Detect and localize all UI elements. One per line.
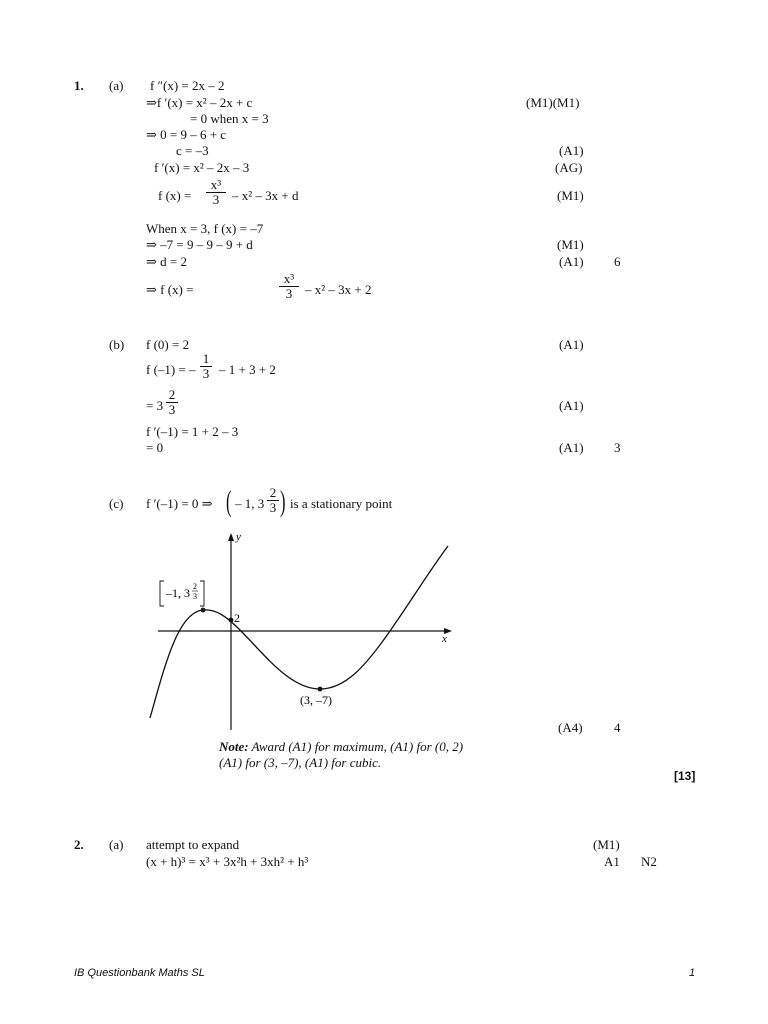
footer-title: IB Questionbank Maths SL bbox=[74, 967, 205, 979]
mark-label: (M1) bbox=[557, 188, 584, 203]
fraction-denominator: 3 bbox=[212, 192, 220, 207]
working-line: ⇒ –7 = 9 – 9 – 9 + d bbox=[146, 237, 253, 252]
question-total: [13] bbox=[674, 769, 696, 783]
mark-label: (A1) bbox=[559, 143, 584, 158]
mark-label: (A1) bbox=[559, 254, 584, 269]
mark-label: (A4) bbox=[558, 720, 583, 735]
working-line: c = –3 bbox=[176, 143, 209, 158]
part-total: 6 bbox=[614, 254, 621, 269]
mark-label: (A1) bbox=[559, 337, 584, 352]
right-paren: ) bbox=[280, 485, 286, 518]
part-label: (c) bbox=[109, 496, 124, 511]
mark-label: (M1) bbox=[557, 237, 584, 252]
working-line: attempt to expand bbox=[146, 837, 240, 852]
y-intercept-point bbox=[229, 618, 234, 623]
point-text: – 1, 3 bbox=[235, 496, 265, 511]
maximum-point bbox=[201, 608, 206, 613]
question-number: 1. bbox=[74, 78, 84, 93]
working-line: f ″(x) = 2x – 2 bbox=[150, 78, 225, 93]
note-heading: Note: bbox=[219, 739, 249, 754]
working-line: ⇒ f (x) = bbox=[146, 282, 194, 297]
part-total: 3 bbox=[614, 440, 621, 455]
fraction-denominator: 3 bbox=[285, 286, 293, 301]
working-line: f ′(x) = x² – 2x – 3 bbox=[154, 160, 250, 175]
fraction-numerator: 2 bbox=[267, 486, 279, 501]
left-paren: ( bbox=[226, 485, 232, 518]
max-label-bracket-right bbox=[200, 581, 204, 606]
minimum-point bbox=[318, 687, 323, 692]
page-number: 1 bbox=[689, 967, 696, 979]
mark-label: (A1) bbox=[559, 398, 584, 413]
working-line: (x + h)³ = x³ + 3x²h + 3xh² + h³ bbox=[146, 854, 309, 869]
fraction-numerator: 1 bbox=[200, 352, 212, 367]
minimum-label: (3, –7) bbox=[300, 693, 332, 707]
working-line: ⇒ d = 2 bbox=[146, 254, 187, 269]
working-line-rest: – x² – 3x + d bbox=[232, 188, 299, 203]
y-axis-label: y bbox=[236, 531, 241, 543]
fraction-numerator: x³ bbox=[206, 178, 226, 193]
question-number: 2. bbox=[74, 837, 84, 852]
note-text: Award (A1) for maximum, (A1) for (0, 2) bbox=[251, 739, 464, 754]
fraction-numerator: x³ bbox=[279, 272, 299, 287]
y-axis-arrow bbox=[228, 533, 234, 541]
working-line-rest: – x² – 3x + 2 bbox=[305, 282, 372, 297]
working-line: ⇒f ′(x) = x² – 2x + c bbox=[146, 95, 253, 110]
mark-label: (M1) bbox=[593, 837, 620, 852]
working-line: = 0 bbox=[146, 440, 164, 455]
fraction-numerator: 2 bbox=[166, 388, 178, 403]
working-line: When x = 3, f (x) = –7 bbox=[146, 221, 264, 236]
mark-label: (AG) bbox=[555, 160, 583, 175]
note-line: (A1) for (3, –7), (A1) for cubic. bbox=[219, 755, 382, 770]
working-line-rest: is a stationary point bbox=[290, 496, 393, 511]
maximum-label: –1, 3 bbox=[166, 586, 190, 600]
part-total: 4 bbox=[614, 720, 621, 735]
mark-label: N2 bbox=[641, 854, 657, 869]
maximum-label-den: 3 bbox=[193, 592, 197, 601]
working-line: ⇒ 0 = 9 – 6 + c bbox=[146, 127, 227, 142]
maximum-label-num: 2 bbox=[193, 582, 197, 591]
working-line: = 3 bbox=[146, 398, 164, 413]
fraction-denominator: 3 bbox=[269, 500, 277, 515]
part-label: (a) bbox=[109, 837, 124, 852]
fraction-denominator: 3 bbox=[168, 402, 176, 417]
part-label: (a) bbox=[109, 78, 124, 93]
working-line: = 0 when x = 3 bbox=[190, 111, 269, 126]
note-line bbox=[219, 739, 463, 754]
working-line: f ′(–1) = 1 + 2 – 3 bbox=[146, 424, 239, 439]
x-axis-label: x bbox=[442, 633, 447, 645]
max-label-bracket-left bbox=[160, 581, 164, 606]
mark-label: A1 bbox=[604, 854, 620, 869]
cubic-curve bbox=[150, 546, 448, 718]
intercept-label: 2 bbox=[234, 611, 240, 625]
part-label: (b) bbox=[109, 337, 125, 352]
working-line: f (x) = bbox=[158, 188, 192, 203]
fraction-denominator: 3 bbox=[202, 366, 210, 381]
working-line-rest: – 1 + 3 + 2 bbox=[219, 362, 276, 377]
mark-label: (M1)(M1) bbox=[526, 95, 580, 110]
mark-label: (A1) bbox=[559, 440, 584, 455]
working-line: f (0) = 2 bbox=[146, 337, 190, 352]
working-line: f ′(–1) = 0 ⇒ bbox=[146, 496, 213, 511]
working-line: f (–1) = – bbox=[146, 362, 196, 377]
